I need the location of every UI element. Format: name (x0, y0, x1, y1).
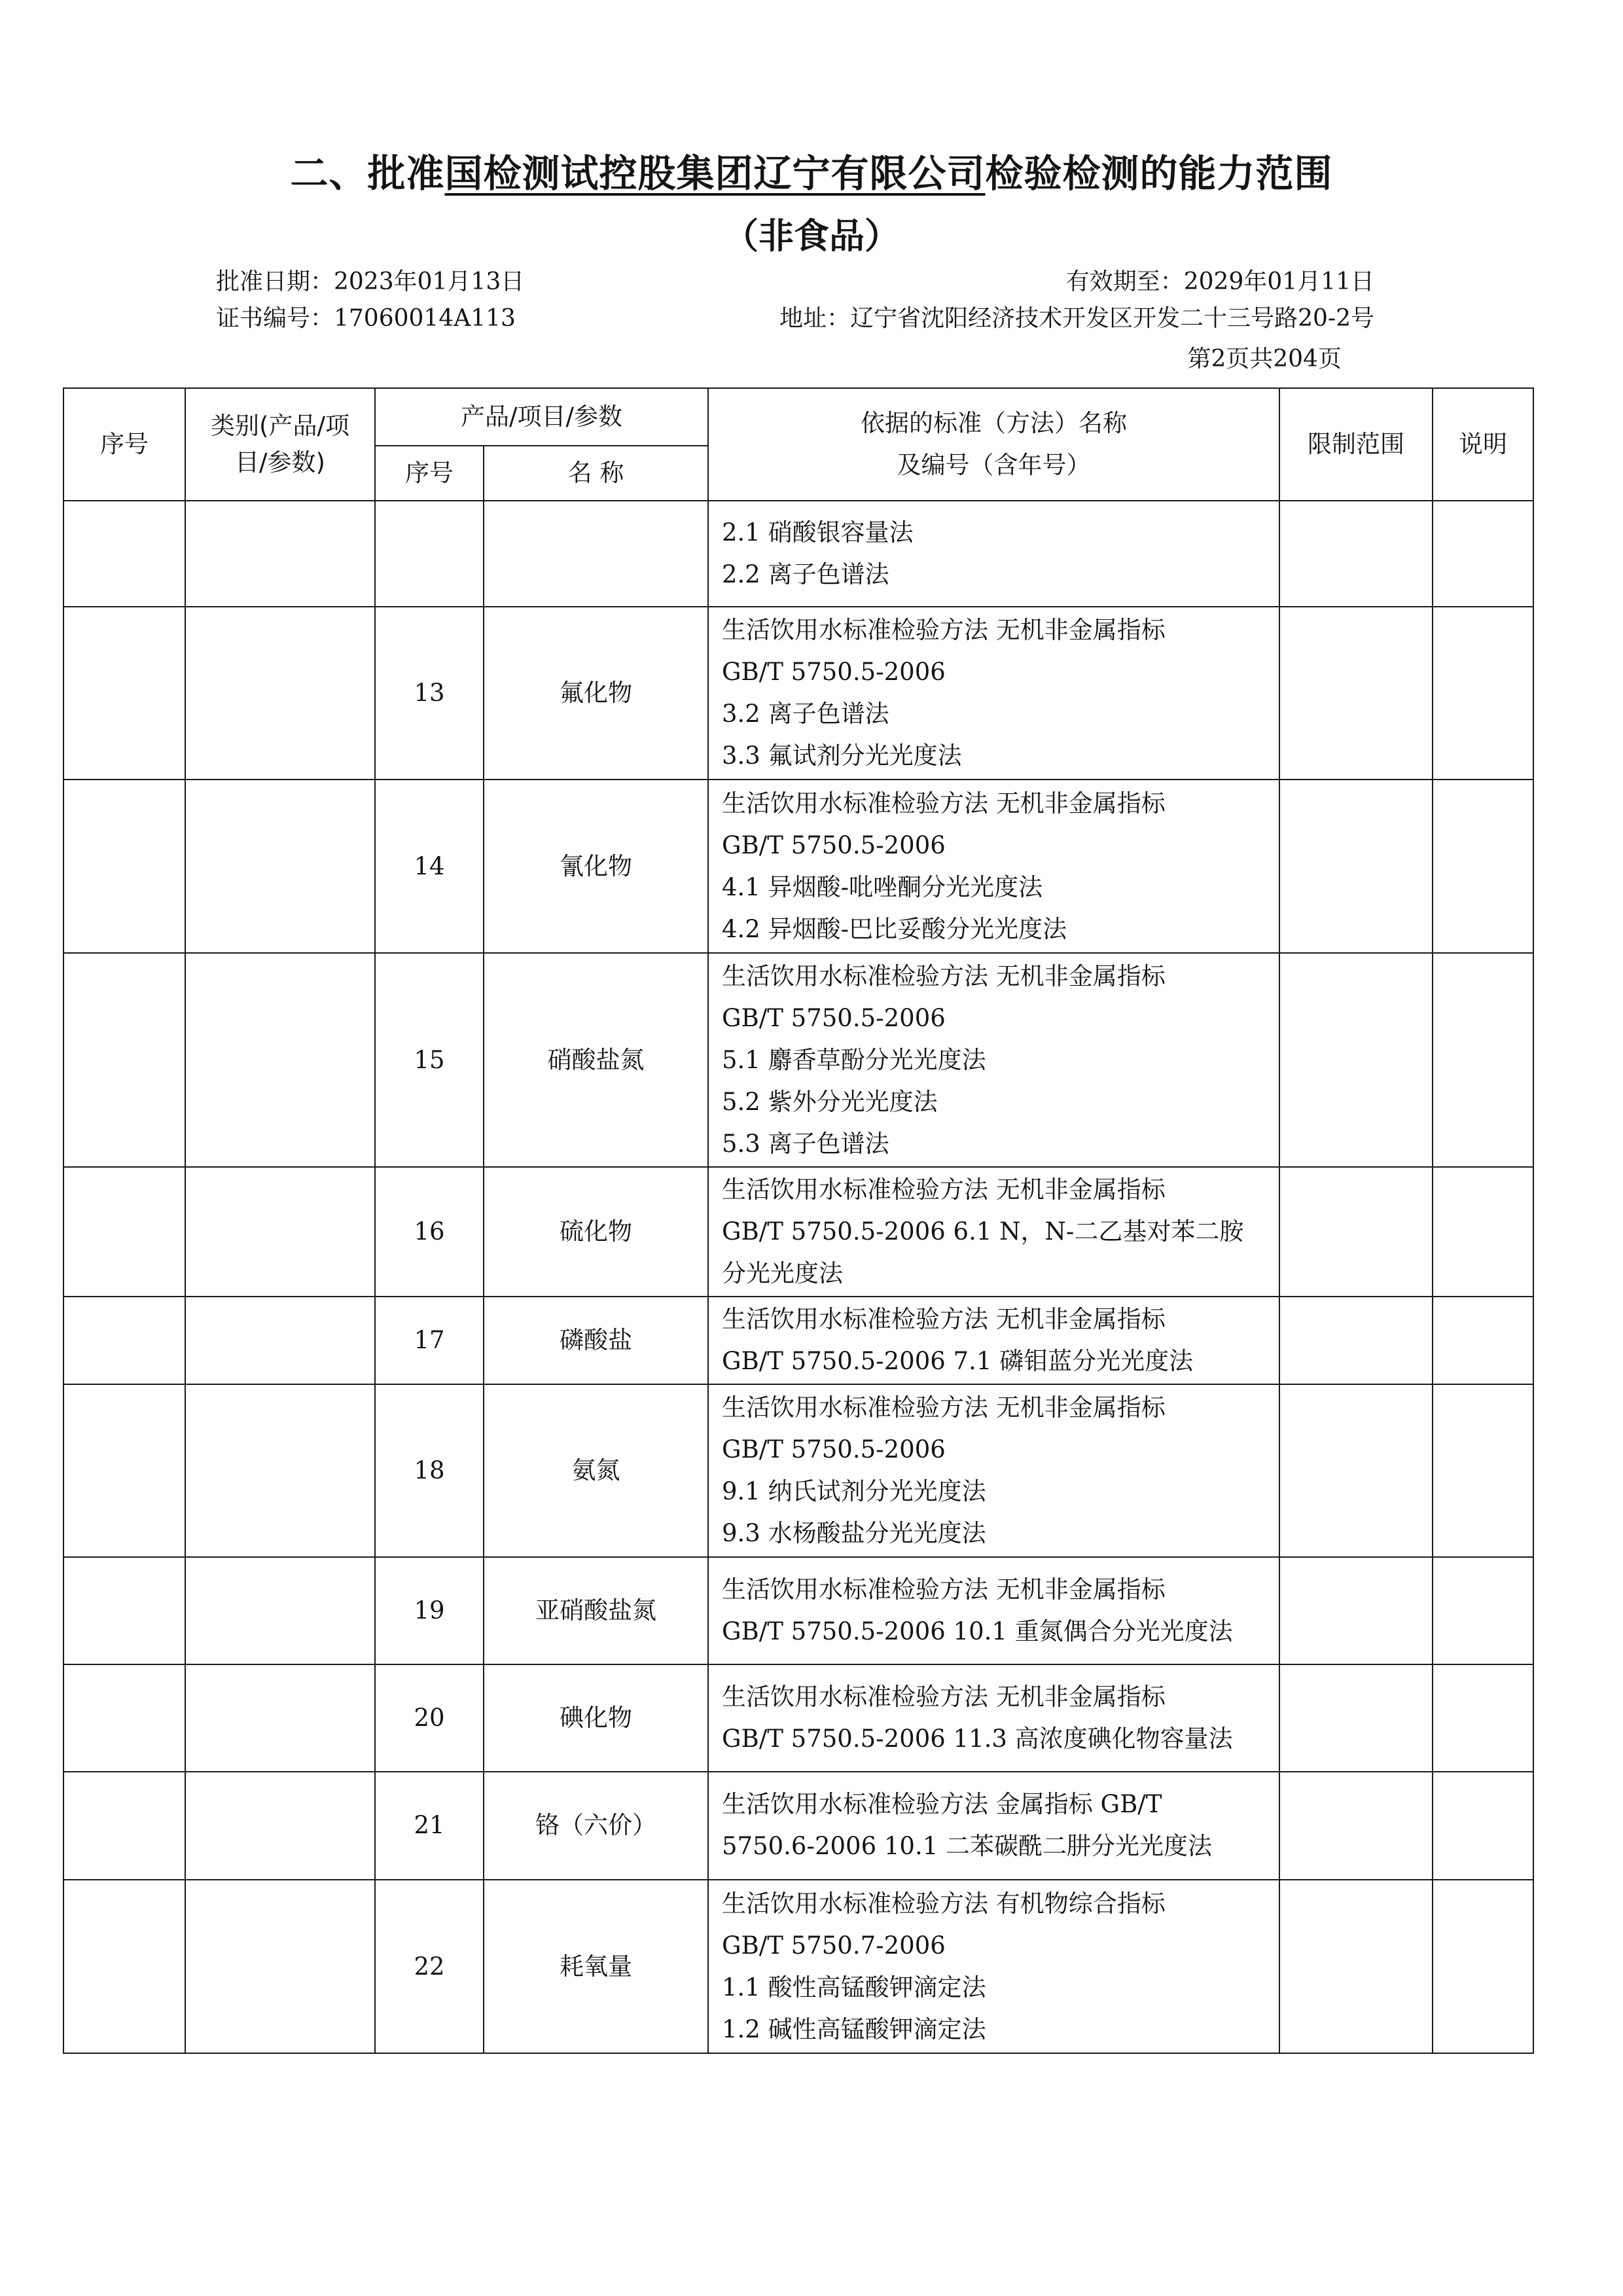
cell-standard (708, 953, 1279, 1167)
cell-limit (1279, 1297, 1433, 1384)
cell-seq (63, 1880, 185, 2053)
standard-line: 5.2 紫外分光光度法 (722, 1087, 938, 1116)
cell-limit (1279, 780, 1433, 953)
cell-item-name: 氨氮 (484, 1384, 708, 1558)
standard-line: GB/T 5750.5-2006 (722, 1435, 946, 1463)
standard-line: GB/T 5750.5-2006 6.1 N，N-二乙基对苯二胺 (722, 1217, 1244, 1246)
standard-line: GB/T 5750.5-2006 (722, 657, 946, 686)
cell-item-name: 耗氧量 (484, 1880, 708, 2053)
standard-line: 1.2 碱性高锰酸钾滴定法 (722, 2015, 986, 2043)
cell-limit (1279, 1557, 1433, 1664)
table-row (63, 501, 1533, 607)
cell-item-name: 碘化物 (484, 1664, 708, 1772)
cell-category (185, 1880, 375, 2053)
valid-until: 有效期至：2029年01月11日 (1065, 268, 1374, 295)
table-row (63, 1557, 1533, 1664)
standard-line: 生活饮用水标准检验方法 无机非金属指标 (722, 1393, 1166, 1422)
cell-seq (63, 1664, 185, 1772)
standard-line: GB/T 5750.5-2006 10.1 重氮偶合分光光度法 (722, 1617, 1233, 1646)
cell-item-number: 17 (375, 1297, 484, 1384)
header-standard-line1: 依据的标准（方法）名称 (861, 409, 1127, 437)
standard-line: 生活饮用水标准检验方法 有机物综合指标 (722, 1889, 1166, 1918)
cell-standard (708, 1297, 1279, 1384)
cell-note (1433, 607, 1533, 780)
page-number: 第2页共204页 (1187, 346, 1342, 372)
standard-line: GB/T 5750.5-2006 (722, 1003, 946, 1032)
cell-category (185, 1664, 375, 1772)
standard-line: 5.1 麝香草酚分光光度法 (722, 1045, 986, 1074)
header-sub-seq: 序号 (375, 446, 484, 501)
header-standard (708, 388, 1279, 501)
standard-line: 3.3 氟试剂分光光度法 (722, 741, 962, 770)
table-row (63, 780, 1533, 953)
cell-item-number: 13 (375, 607, 484, 780)
standard-line: 2.1 硝酸银容量法 (722, 518, 914, 547)
cell-seq (63, 780, 185, 953)
cell-limit (1279, 1167, 1433, 1297)
cell-item-number: 19 (375, 1557, 484, 1664)
standard-line: 5.3 离子色谱法 (722, 1129, 889, 1158)
cell-category (185, 780, 375, 953)
standard-line: 生活饮用水标准检验方法 无机非金属指标 (722, 1682, 1166, 1711)
cell-category (185, 501, 375, 607)
cell-item-name: 硝酸盐氮 (484, 953, 708, 1167)
cell-item-number: 21 (375, 1772, 484, 1880)
page-subtitle: （非食品） (723, 215, 900, 257)
table-row (63, 1772, 1533, 1880)
cell-item-number: 14 (375, 780, 484, 953)
cell-note (1433, 1297, 1533, 1384)
cell-category (185, 607, 375, 780)
standard-line: 3.2 离子色谱法 (722, 699, 889, 728)
cell-category (185, 1557, 375, 1664)
cell-category (185, 1167, 375, 1297)
cell-item-name: 硫化物 (484, 1167, 708, 1297)
cell-standard (708, 1557, 1279, 1664)
cell-item-number: 16 (375, 1167, 484, 1297)
standard-line: 生活饮用水标准检验方法 金属指标 GB/T (722, 1790, 1162, 1819)
standard-line: 生活饮用水标准检验方法 无机非金属指标 (722, 615, 1166, 644)
cell-item-number: 15 (375, 953, 484, 1167)
table-row (63, 607, 1533, 780)
cell-seq (63, 1167, 185, 1297)
header-standard-line2: 及编号（含年号） (897, 451, 1091, 479)
cell-standard (708, 607, 1279, 780)
cell-category (185, 1772, 375, 1880)
cell-category (185, 1297, 375, 1384)
cell-standard (708, 1384, 1279, 1558)
standard-line: 1.1 酸性高锰酸钾滴定法 (722, 1973, 986, 2001)
address: 地址：辽宁省沈阳经济技术开发区开发二十三号路20-2号 (779, 305, 1374, 332)
cell-standard (708, 1772, 1279, 1880)
header-product-group: 产品/项目/参数 (375, 388, 708, 446)
standard-line: 9.1 纳氏试剂分光光度法 (722, 1477, 986, 1505)
table-row (63, 1384, 1533, 1558)
cell-note (1433, 1167, 1533, 1297)
standard-line: 生活饮用水标准检验方法 无机非金属指标 (722, 1175, 1166, 1204)
cell-limit (1279, 607, 1433, 780)
cell-item-number (375, 501, 484, 607)
standard-line: 2.2 离子色谱法 (722, 560, 889, 588)
title-org: 国检测试控股集团辽宁有限公司 (444, 151, 986, 196)
standard-line: 4.2 异烟酸-巴比妥酸分光光度法 (722, 914, 1067, 943)
cell-standard (708, 501, 1279, 607)
cell-seq (63, 953, 185, 1167)
cell-limit (1279, 1664, 1433, 1772)
cell-standard (708, 1664, 1279, 1772)
cell-seq (63, 1297, 185, 1384)
title-prefix: 二、批准 (290, 151, 445, 196)
header-seq: 序号 (63, 388, 185, 501)
standard-line: GB/T 5750.5-2006 (722, 831, 946, 859)
header-note: 说明 (1433, 388, 1533, 501)
cell-limit (1279, 1772, 1433, 1880)
standard-line: 9.3 水杨酸盐分光光度法 (722, 1518, 986, 1547)
header-sub-name: 名 称 (484, 446, 708, 501)
cell-note (1433, 953, 1533, 1167)
table-row (63, 1880, 1533, 2053)
cell-note (1433, 1772, 1533, 1880)
cell-item-name: 亚硝酸盐氮 (484, 1557, 708, 1664)
cell-item-number: 18 (375, 1384, 484, 1558)
standard-line: 5750.6-2006 10.1 二苯碳酰二肼分光光度法 (722, 1832, 1213, 1861)
cell-limit (1279, 1880, 1433, 2053)
cell-standard (708, 1167, 1279, 1297)
cell-item-name: 铬（六价） (484, 1772, 708, 1880)
standard-line: 分光光度法 (722, 1259, 843, 1288)
standard-line: 4.1 异烟酸-吡唑酮分光光度法 (722, 872, 1043, 901)
cell-item-name: 氰化物 (484, 780, 708, 953)
cell-standard (708, 780, 1279, 953)
cell-note (1433, 1880, 1533, 2053)
cell-category (185, 953, 375, 1167)
cell-note (1433, 780, 1533, 953)
cell-item-name (484, 501, 708, 607)
cell-limit (1279, 1384, 1433, 1558)
cell-category (185, 1384, 375, 1558)
standard-line: GB/T 5750.5-2006 7.1 磷钼蓝分光光度法 (722, 1346, 1194, 1375)
cell-note (1433, 1384, 1533, 1558)
certificate-number: 证书编号：17060014A113 (216, 305, 516, 332)
cell-limit (1279, 501, 1433, 607)
cell-note (1433, 1557, 1533, 1664)
page-title (0, 143, 1623, 198)
approval-date: 批准日期：2023年01月13日 (216, 268, 525, 295)
capability-table (63, 387, 1534, 2054)
cell-item-name: 磷酸盐 (484, 1297, 708, 1384)
cell-seq (63, 1772, 185, 1880)
table-row (63, 1664, 1533, 1772)
cell-item-number: 20 (375, 1664, 484, 1772)
standard-line: GB/T 5750.7-2006 (722, 1931, 946, 1960)
title-suffix: 检验检测的能力范围 (985, 151, 1333, 196)
cell-limit (1279, 953, 1433, 1167)
header-category: 类别(产品/项目/参数) (185, 388, 375, 501)
cell-seq (63, 1557, 185, 1664)
header-limit: 限制范围 (1279, 388, 1433, 501)
table-row (63, 1167, 1533, 1297)
standard-line: 生活饮用水标准检验方法 无机非金属指标 (722, 961, 1166, 990)
table-row (63, 1297, 1533, 1384)
cell-note (1433, 501, 1533, 607)
standard-line: 生活饮用水标准检验方法 无机非金属指标 (722, 789, 1166, 817)
standard-line: GB/T 5750.5-2006 11.3 高浓度碘化物容量法 (722, 1724, 1233, 1753)
cell-note (1433, 1664, 1533, 1772)
table-row (63, 953, 1533, 1167)
cell-seq (63, 1384, 185, 1558)
cell-item-number: 22 (375, 1880, 484, 2053)
cell-seq (63, 501, 185, 607)
standard-line: 生活饮用水标准检验方法 无机非金属指标 (722, 1304, 1166, 1333)
cell-seq (63, 607, 185, 780)
standard-line: 生活饮用水标准检验方法 无机非金属指标 (722, 1575, 1166, 1604)
cell-standard (708, 1880, 1279, 2053)
cell-item-name: 氟化物 (484, 607, 708, 780)
